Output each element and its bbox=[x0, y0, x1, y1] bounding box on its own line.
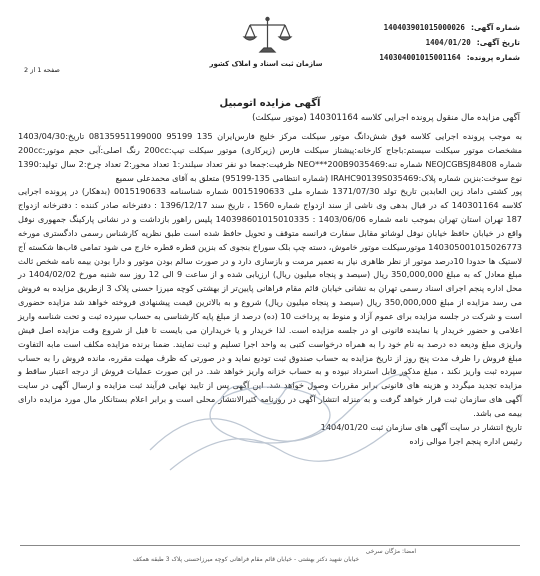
notice-number-label: شماره آگهی: bbox=[470, 23, 520, 32]
footer-signature: امضا: مژگان سرخی bbox=[365, 548, 416, 555]
notice-date-label: تاریخ آگهی: bbox=[476, 38, 520, 47]
notice-header-info bbox=[379, 20, 520, 65]
case-number-value: 140304001015001164 bbox=[379, 53, 461, 62]
organization-name: سازمان ثبت اسناد و املاک کشور bbox=[209, 60, 323, 68]
notice-title: آگهی مزایده اتومبیل bbox=[219, 98, 321, 109]
body-paragraph-publish-date: تاریخ انتشار در سایت آگهی های سازمان ثبت 1404/01/20 bbox=[320, 421, 522, 432]
notice-subtitle: آگهی مزایده مال منقول پرونده اجرایی کلاسه 140301164 (موتور سیکلت) bbox=[252, 113, 520, 123]
body-paragraph-vehicle-details: به موجب پرونده اجرایی کلاسه فوق شش‌دانگ موتور سیکلت مرکز خلیج فارس‌ایران 135 95199 08135951199000 تاریخ:1403/04/30 مشخصات موتور سیکلت سیستم:باجاج کارخانه:پیشتاز سیکلت فارس (زیرکاری) موتور سیکلت تیپ:200cc رنگ اصلی:آبی حجم موتور:200cc شماره NEOJCGBSJ84808 شماره تنه:NEO***200B9035469 ظرفیت:جمعا دو نفر تعداد سیلندر:1 تعداد محور:2 تعداد چرخ:2 سال تولید:1390 نوع سوخت:بنزین شماره پلاک:IRAHC90139S035469 (شماره انتظامی 135-95199) متعلق به آقای محمدعلی سمیع bbox=[18, 131, 523, 183]
case-number-label: شماره پرونده: bbox=[466, 53, 520, 62]
scales-of-justice-emblem-icon bbox=[240, 15, 295, 57]
notice-body bbox=[18, 130, 522, 448]
notice-number-value: 140403901015000026 bbox=[383, 23, 465, 32]
footer-address: خیابان شهید دکتر بهشتی - خیابان قائم مقام فراهانی کوچه میرزاحسنی پلاک 3 طبقه همکف bbox=[132, 556, 360, 563]
body-paragraph-auction-terms: پور کشتی داماد زین العابدین تاریخ تولد 1371/07/30 شماره ملی 0015190633 شماره شناسنامه 0015190633 (بدهکار) در پرونده اجرایی کلاسه 140301164 که در قبال بدهی وی ناشی از سند ازدواج شماره 1560 ، تاریخ سند 1396/12/17 : دفترخانه صادر کننده : دفترخانه ازدواج 187 تهران استان تهران بموجب نامه شماره 1403/06/06 : 140398601015010335 پلیس راهور بازداشت و در نشانی پارکینگ جمهوری نوفل واقع در خیابان حافظ خیابان نوفل لوشاتو مقابل سفارت فرانسه متوقف و تحویل حافظ شده است طبق نظریه کارشناس رسمی دادگستری مورخه 140305001015026773 موتورسیکلت موتور خاموش، دسته چپ بلک سوراخ بنجوی که بنزین قطره قطره خارج می شود تمامی قاب‌ها شکسته آج لاستیک ها حدودا 10درصد موتور از نظر ظاهری نیاز به تعمیر مرمت و بازسازی دارد و در صورت سالم بودن موتور و دارا بودن بیمه نامه شخص ثالث مبلغ معادل که به مبلغ 350,000,000 ریال (سیصد و پنجاه میلیون ریال) ارزیابی شده و از ساعت 9 الی 12 روز سه شنبه مورخ 1404/02/02 در محل اداره پنجم اجرای اسناد رسمی تهران به نشانی خیابان قائم مقام فراهانی پایین‌تر از بهشتی کوچه میرزا حسنی پلاک 3 ازطریق مزایده به فروش می رسد مزایده از مبلغ 350,000,000 ریال (سیصد و پنجاه میلیون ریال) شروع و به بالاترین قیمت پیشنهادی فروخته خواهد شد مزایده حضوری است و شرکت در جلسه مزایده برای عموم آزاد و منوط به پرداخت 10 (ده) درصد از مبلغ پایه کارشناسی به حساب سپرده ثبت و تحت شناسه واریز اعلامی و حضور خریدار یا نماینده قانونی او در جلسه مزایده است. لذا خریدار و یا خریداران می بایست تا قبل از شروع وقت مزایده اصل فیش واریزی مبلغ ودیعه ده درصد به نام خود را به همراه درخواست کتبی به واحد اجرا تسلیم و ثبت نمایند. ضمنا برنده مزایده مکلف است مابه التفاوت مبلغ فروش را ظرف مدت پنج روز از تاریخ مزایده به حساب صندوق ثبت تودیع نماید و در صورتی که ظرف مهلت مقرره، مانده فروش را به حساب سپرده ثبت واریز نکند ، مبلغ مذکور قابل استرداد نبوده و به حساب خزانه واریز خواهد شد. در این صورت عملیات فروش از درجه اعتبار ساقط و مزایده تجدید میگردد و هزینه های قانونی برابر مقررات وصول خواهد شد. این آگهی پس از تایید نهایی فرآیند ثبت مزایده و ارسال آگهی در سایت آگهی های سازمان ثبت قرار خواهد گرفت و به منزله انتشار آگهی در روزنامه کثیرالانتشار محلی است و برابر اعلام بستانکار مال مورد مزایده دارای بیمه می باشد. bbox=[18, 186, 523, 418]
case-number-row bbox=[379, 50, 520, 65]
body-paragraph-signatory: رئیس اداره پنجم اجرا موالی زاده bbox=[409, 435, 522, 446]
notice-number-row bbox=[379, 20, 520, 35]
page-number: صفحه 1 از 2 bbox=[24, 66, 60, 74]
notice-date-value: 1404/01/20 bbox=[425, 38, 471, 47]
footer-divider bbox=[20, 545, 520, 546]
notice-date-row bbox=[379, 35, 520, 50]
